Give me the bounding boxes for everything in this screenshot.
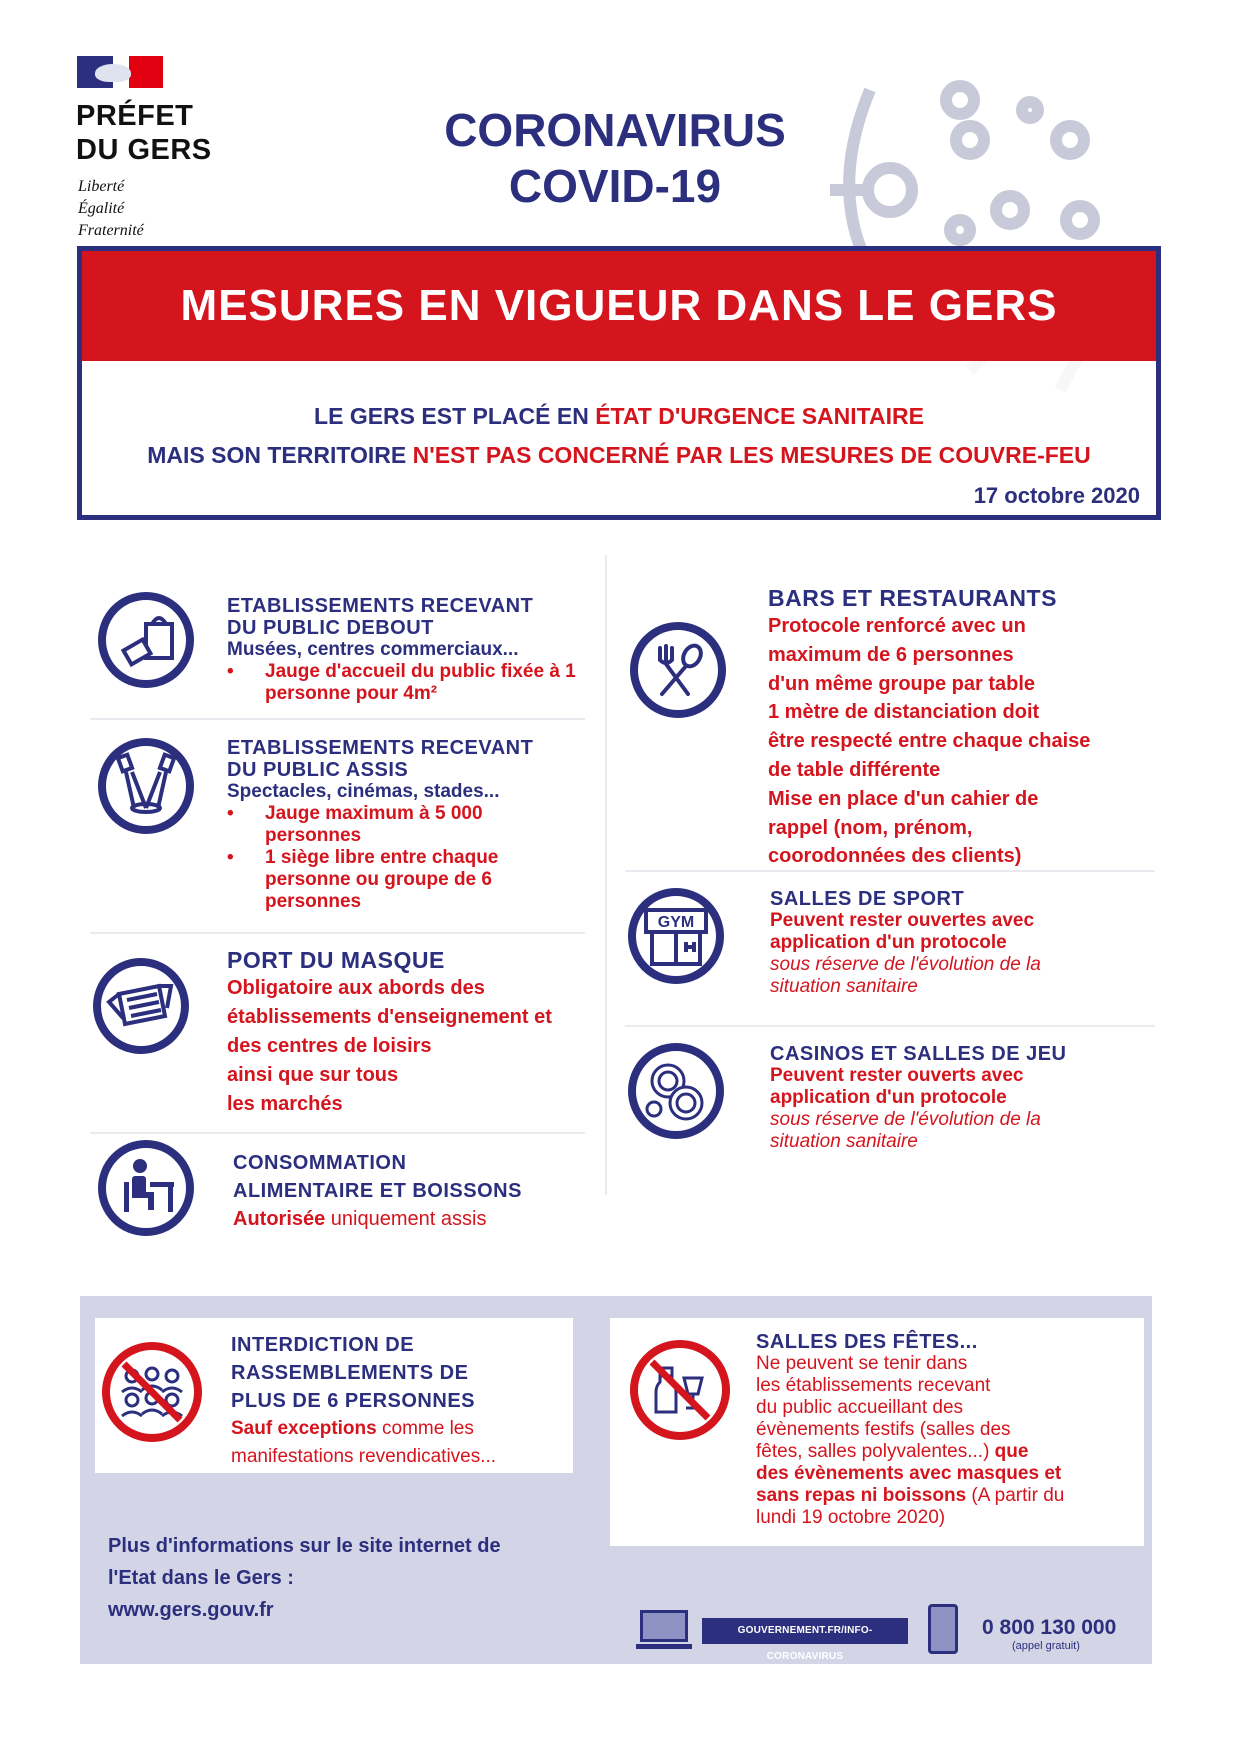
sport-line-3: sous réserve de l'évolution de la bbox=[770, 954, 1041, 975]
bullet-item: • 1 siège libre entre chaque personne ou groupe de 6 personnes bbox=[227, 847, 517, 913]
title-coronavirus: CORONAVIRUS bbox=[444, 104, 786, 156]
bars-line: être respecté entre chaque chaise bbox=[768, 730, 1091, 753]
gym-sign-text: GYM bbox=[657, 914, 695, 931]
masque-line: établissements d'enseignement et bbox=[227, 1006, 552, 1028]
casino-chips-icon bbox=[628, 1043, 724, 1139]
prefet-line2: DU GERS bbox=[76, 134, 212, 166]
banner-line-2a: MAIS SON TERRITOIRE bbox=[147, 442, 413, 468]
sport-line-1: Peuvent rester ouvertes avec bbox=[770, 910, 1035, 931]
gers-website-link[interactable]: www.gers.gouv.fr bbox=[108, 1599, 274, 1621]
sport-line-4: situation sanitaire bbox=[770, 976, 918, 997]
sport-line-2: application d'un protocole bbox=[770, 932, 1007, 953]
salles-line: évènements festifs (salles des bbox=[756, 1419, 1011, 1440]
masque-block bbox=[227, 946, 607, 1119]
conso-title-2: ALIMENTAIRE ET BOISSONS bbox=[233, 1180, 522, 1202]
erp-debout-block bbox=[227, 595, 587, 705]
laptop-icon bbox=[636, 1610, 692, 1652]
no-festive-event-icon bbox=[630, 1340, 730, 1440]
casinos-title: CASINOS ET SALLES DE JEU bbox=[770, 1043, 1067, 1065]
banner-title: MESURES EN VIGUEUR DANS LE GERS bbox=[180, 281, 1058, 330]
bars-text bbox=[768, 612, 1158, 871]
banner-line-2 bbox=[82, 442, 1156, 469]
interdiction-title-3: PLUS DE 6 PERSONNES bbox=[231, 1390, 476, 1412]
title-covid: COVID-19 bbox=[508, 160, 722, 212]
marianne-logo bbox=[77, 56, 163, 88]
hotline-note: (appel gratuit) bbox=[1012, 1640, 1080, 1652]
bars-line: maximum de 6 personnes bbox=[768, 643, 1014, 666]
erp-debout-title-1: ETABLISSEMENTS RECEVANT bbox=[227, 595, 534, 617]
casinos-line-3: sous réserve de l'évolution de la bbox=[770, 1109, 1041, 1130]
erp-debout-title-2: DU PUBLIC DEBOUT bbox=[227, 617, 434, 639]
motto-fraternite: Fraternité bbox=[78, 222, 144, 239]
banner-line-1 bbox=[82, 403, 1156, 430]
erp-assis-bullets bbox=[227, 803, 517, 913]
motto-liberte: Liberté bbox=[78, 178, 125, 195]
conso-text-b: uniquement assis bbox=[325, 1208, 487, 1230]
erp-debout-bullets bbox=[227, 661, 587, 705]
interdiction-line-2: manifestations revendicatives... bbox=[231, 1446, 497, 1467]
no-gathering-icon bbox=[102, 1342, 202, 1442]
motto-egalite: Égalité bbox=[78, 200, 125, 217]
face-mask-icon bbox=[93, 958, 189, 1054]
masque-line: ainsi que sur tous bbox=[227, 1064, 399, 1086]
interdiction-line-1 bbox=[231, 1415, 561, 1443]
bars-line: d'un même groupe par table bbox=[768, 672, 1036, 695]
shopping-bag-icon bbox=[98, 592, 194, 688]
prefet-line1: PRÉFET bbox=[76, 100, 194, 132]
conso-text bbox=[233, 1205, 603, 1233]
sport-title: SALLES DE SPORT bbox=[770, 888, 965, 910]
bars-line: Protocole renforcé avec un bbox=[768, 615, 1026, 637]
conso-block bbox=[233, 1149, 603, 1233]
salles-line: Ne peuvent se tenir dans bbox=[756, 1353, 968, 1374]
left-separator-1 bbox=[90, 718, 585, 720]
banner-date: 17 octobre 2020 bbox=[973, 483, 1140, 508]
salles-line-7b: (A partir du bbox=[966, 1485, 1065, 1506]
bars-line: Mise en place d'un cahier de bbox=[768, 787, 1039, 810]
stage-spotlights-icon bbox=[98, 738, 194, 834]
more-info-line-1: Plus d'informations sur le site internet de bbox=[108, 1535, 501, 1557]
masque-line: Obligatoire aux abords des bbox=[227, 977, 485, 999]
casinos-line-2: application d'un protocole bbox=[770, 1087, 1007, 1108]
erp-assis-block bbox=[227, 737, 587, 913]
sport-block bbox=[770, 888, 1160, 998]
salles-line: des évènements avec masques et bbox=[756, 1463, 1062, 1484]
seated-person-icon bbox=[98, 1140, 194, 1236]
erp-assis-title-1: ETABLISSEMENTS RECEVANT bbox=[227, 737, 534, 759]
salles-block bbox=[756, 1331, 1146, 1529]
measures-banner bbox=[77, 246, 1161, 520]
left-separator-3 bbox=[90, 1132, 585, 1134]
salles-line: du public accueillant des bbox=[756, 1397, 964, 1418]
casinos-block bbox=[770, 1043, 1160, 1153]
conso-text-a: Autorisée bbox=[233, 1208, 326, 1230]
salles-line-7a: sans repas ni boissons bbox=[756, 1485, 967, 1506]
page-title bbox=[430, 102, 800, 214]
interdiction-exceptions: Sauf exceptions bbox=[231, 1418, 377, 1439]
left-separator-2 bbox=[90, 932, 585, 934]
masque-line: des centres de loisirs bbox=[227, 1035, 432, 1057]
salles-line-5a: fêtes, salles polyvalentes...) bbox=[756, 1441, 990, 1462]
gov-info-link[interactable]: GOUVERNEMENT.FR/INFO-CORONAVIRUS bbox=[702, 1618, 908, 1644]
casinos-line-4: situation sanitaire bbox=[770, 1131, 918, 1152]
bullet-item: • Jauge maximum à 5 000 personnes bbox=[227, 803, 517, 847]
interdiction-comme: comme les bbox=[376, 1418, 474, 1439]
banner-line-1a: LE GERS EST PLACÉ EN bbox=[314, 403, 596, 429]
bullet-item: • Jauge d'accueil du public fixée à 1 personne pour 4m² bbox=[227, 661, 587, 705]
salles-line bbox=[756, 1485, 1146, 1507]
erp-assis-title-2: DU PUBLIC ASSIS bbox=[227, 759, 409, 781]
casinos-line-1: Peuvent rester ouverts avec bbox=[770, 1065, 1024, 1086]
interdiction-title-1: INTERDICTION DE bbox=[231, 1334, 415, 1356]
bars-line: coorodonnées des clients) bbox=[768, 845, 1022, 868]
interdiction-block bbox=[231, 1331, 561, 1471]
bars-line: de table différente bbox=[768, 758, 941, 781]
gym-building-icon bbox=[628, 888, 724, 984]
fork-spoon-icon bbox=[630, 622, 726, 718]
salles-line bbox=[756, 1441, 1146, 1463]
banner-line-2b: N'EST PAS CONCERNÉ PAR LES MESURES DE COUVRE-FEU bbox=[412, 442, 1091, 468]
masque-text bbox=[227, 974, 607, 1119]
interdiction-title-2: RASSEMBLEMENTS DE bbox=[231, 1362, 469, 1384]
right-separator-2 bbox=[625, 1025, 1155, 1027]
hotline-number[interactable]: 0 800 130 000 bbox=[982, 1616, 1117, 1639]
bars-block bbox=[768, 584, 1158, 871]
salles-line-5b: que bbox=[989, 1441, 1029, 1462]
banner-line-1b: ÉTAT D'URGENCE SANITAIRE bbox=[595, 403, 924, 429]
more-info-line-2: l'Etat dans le Gers : bbox=[108, 1567, 294, 1589]
republic-motto bbox=[78, 176, 144, 242]
phone-icon bbox=[928, 1604, 958, 1654]
erp-assis-subtitle: Spectacles, cinémas, stades... bbox=[227, 781, 500, 802]
masque-title: PORT DU MASQUE bbox=[227, 947, 445, 973]
bars-title: BARS ET RESTAURANTS bbox=[768, 585, 1057, 611]
bars-line: rappel (nom, prénom, bbox=[768, 816, 973, 839]
salles-title: SALLES DES FÊTES... bbox=[756, 1331, 978, 1353]
salles-line: les établissements recevant bbox=[756, 1375, 991, 1396]
masque-line: les marchés bbox=[227, 1093, 343, 1115]
erp-debout-subtitle: Musées, centres commerciaux... bbox=[227, 639, 519, 660]
conso-title-1: CONSOMMATION bbox=[233, 1152, 407, 1174]
salles-line: lundi 19 octobre 2020) bbox=[756, 1507, 946, 1528]
bars-line: 1 mètre de distanciation doit bbox=[768, 701, 1040, 724]
more-info bbox=[108, 1530, 501, 1626]
